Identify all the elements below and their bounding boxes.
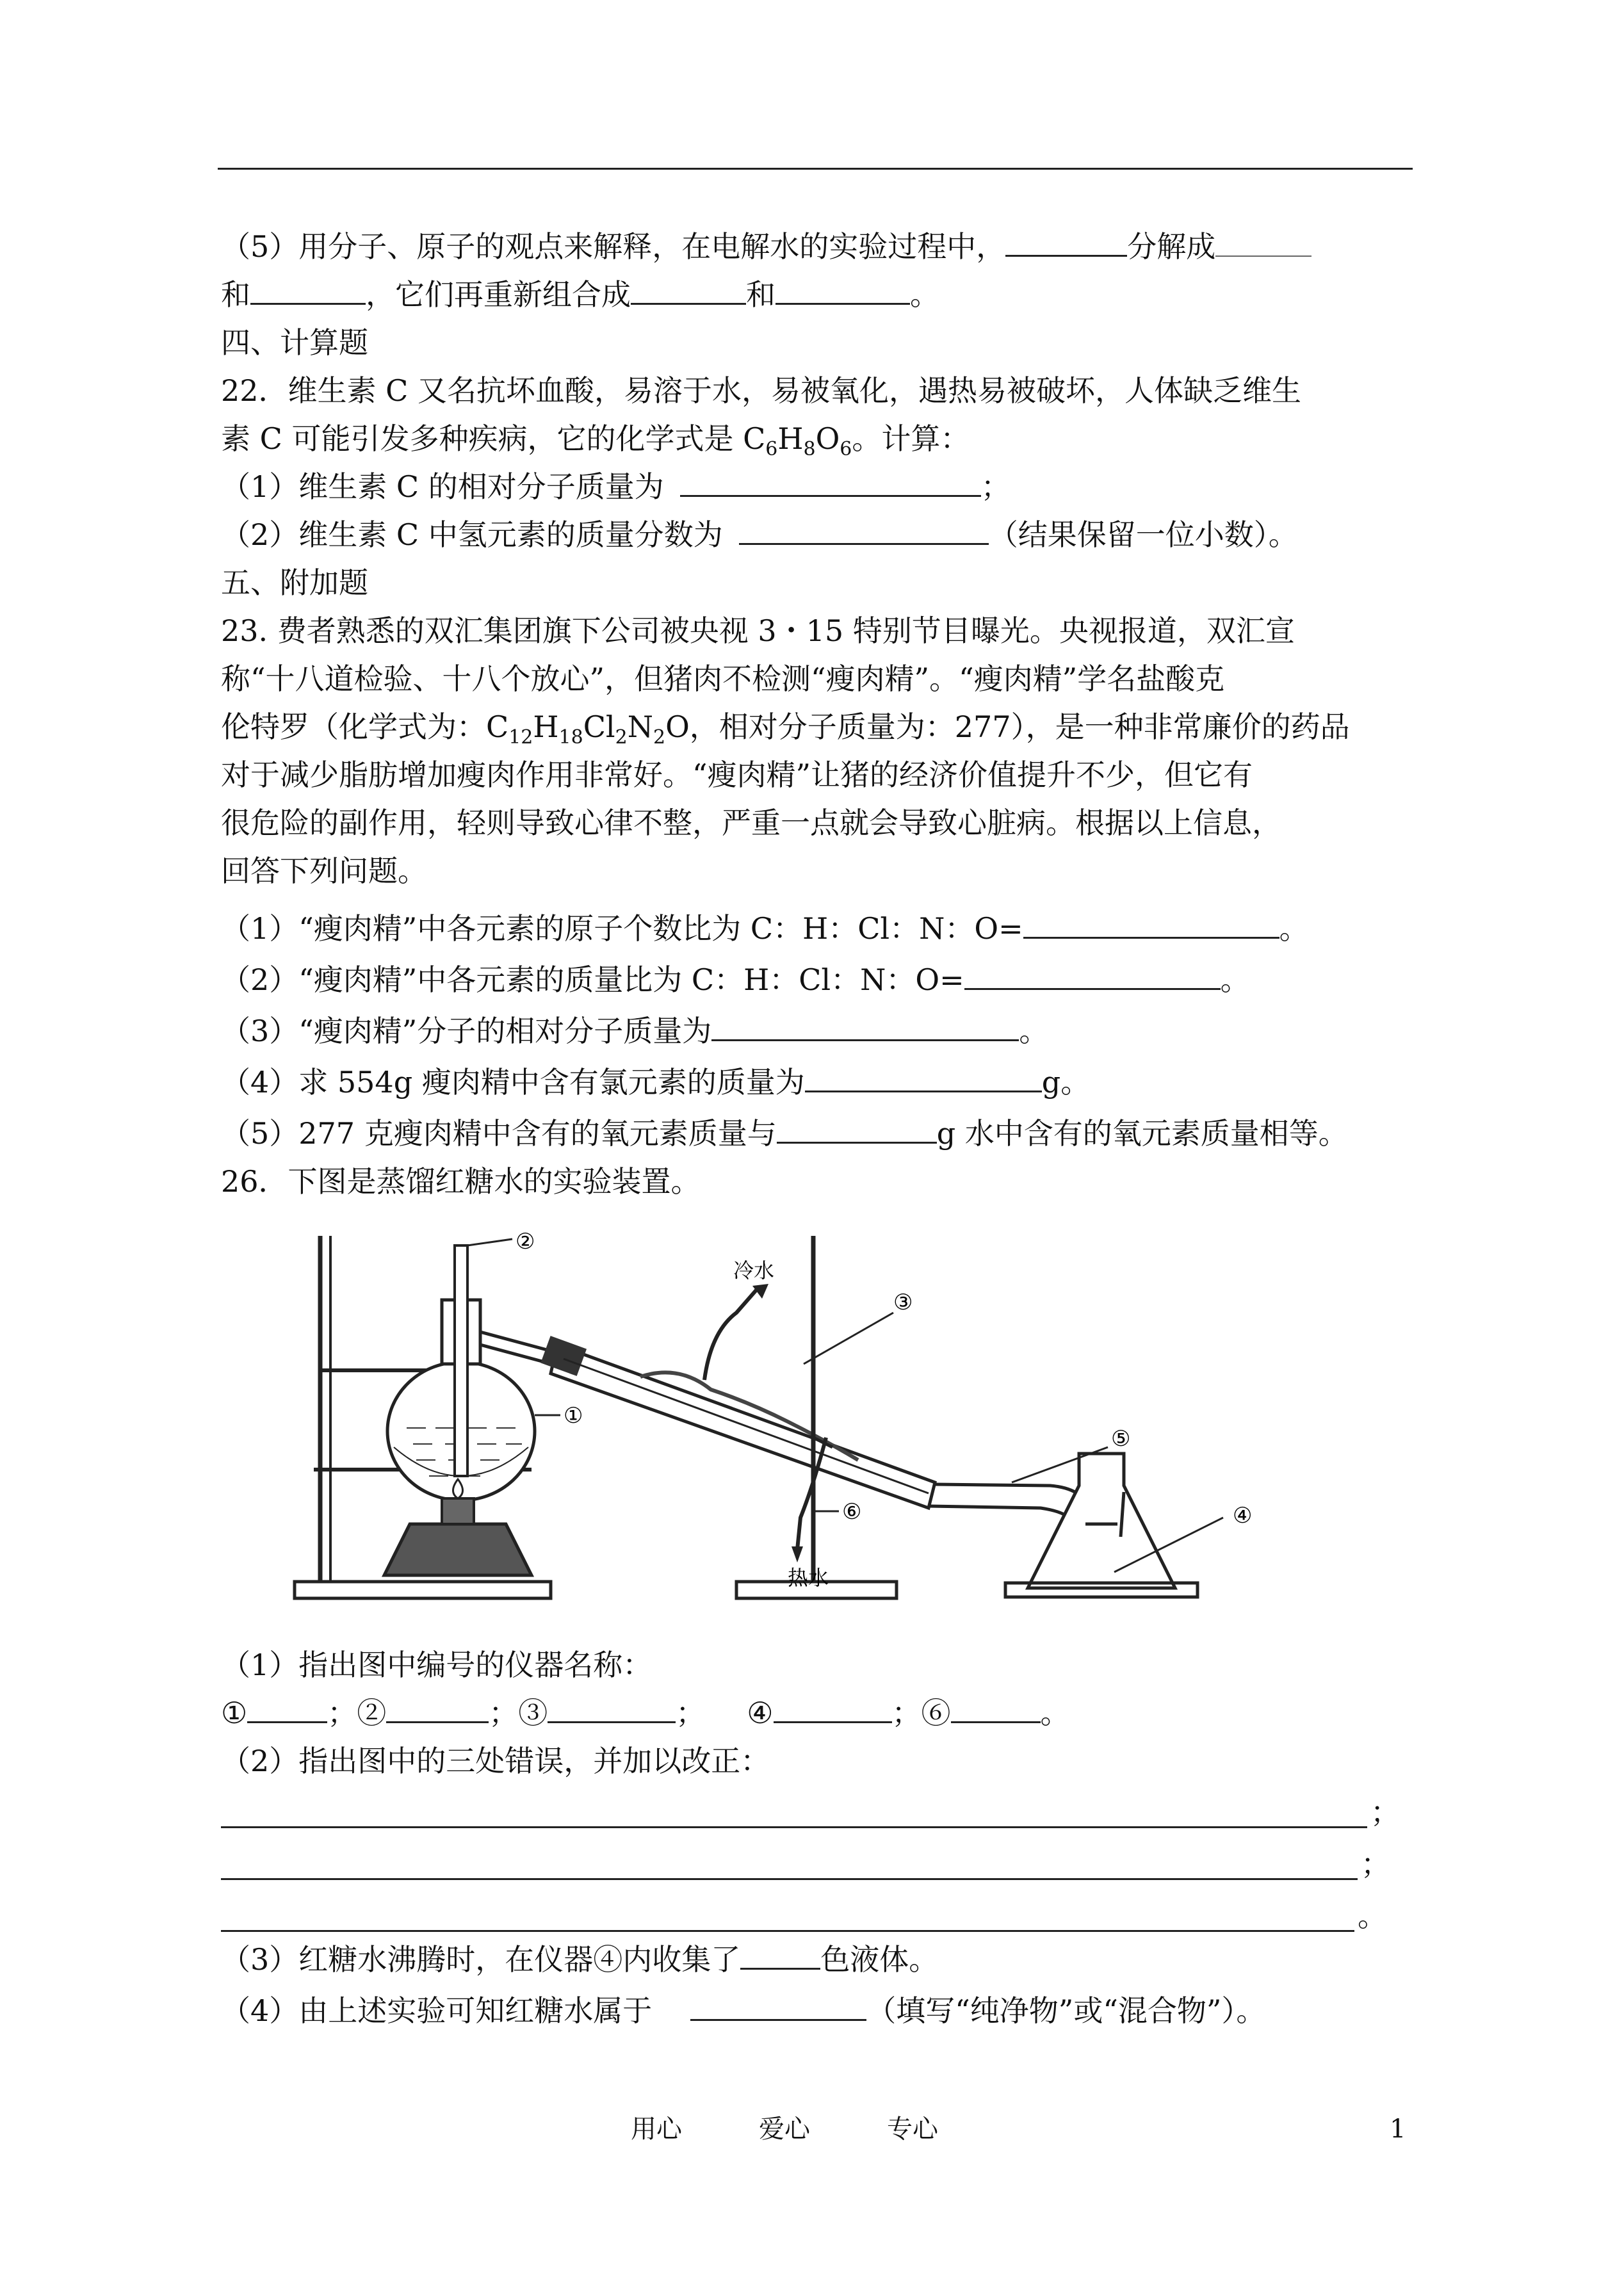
q23-line3: 伦特罗（化学式为：$C_{12}H_{18}Cl_2N_2O$，相对分子质量为：277），是一种非常廉价的药品 <box>221 710 1350 749</box>
q22-line2: 素 C 可能引发多种疾病，它的化学式是 $C_6H_8O_6$。计算： <box>221 421 970 461</box>
section-title-bonus: 五、附加题 <box>221 565 368 600</box>
answer-blank[interactable] <box>1023 911 1279 939</box>
label-1: ① <box>564 1403 583 1429</box>
q23-sub5: （5）277 克瘦肉精中含有的氧元素质量与 g 水中含有的氧元素质量相等。 <box>221 1116 1348 1151</box>
label-hot-water: 热水 <box>788 1566 829 1590</box>
q23-line5: 很危险的副作用，轻则导致心律不整，严重一点就会导致心脏病。根据以上信息， <box>221 806 1281 840</box>
footer-slogan-1: 用心 <box>631 2114 682 2144</box>
answer-blank[interactable] <box>740 1942 820 1970</box>
error-answer-line-3[interactable] <box>221 1930 1354 1932</box>
page-number: 1 <box>1390 2114 1406 2144</box>
q26-sub3: （3）红糖水沸腾时，在仪器④内收集了 色液体。 <box>221 1942 939 1977</box>
answer-blank[interactable] <box>631 277 746 305</box>
q23-line1: 23. 费者熟悉的双汇集团旗下公司被央视 3・15 特别节目曝光。央视报道，双汇宣 <box>221 613 1295 648</box>
answer-blank[interactable] <box>951 1696 1041 1723</box>
q23-line4: 对于减少脂肪增加瘦肉作用非常好。“瘦肉精”让猪的经济价值提升不少，但它有 <box>221 758 1253 792</box>
answer-blank[interactable] <box>805 1065 1042 1092</box>
answer-blank[interactable] <box>548 1696 676 1723</box>
q23-sub4: （4）求 554g 瘦肉精中含有氯元素的质量为 g。 <box>221 1065 1091 1099</box>
q23-sub1: （1）“瘦肉精”中各元素的原子个数比为 C：H：Cl：N：O= 。 <box>221 911 1309 946</box>
q26-blanks-line: ① ；② ；③ ； ④ ；⑥ 。 <box>221 1696 1070 1730</box>
answer-blank[interactable] <box>739 517 989 545</box>
q26-sub2: （2）指出图中的三处错误，并加以改正： <box>221 1744 770 1778</box>
q26-sub1: （1）指出图中编号的仪器名称： <box>221 1648 653 1682</box>
q21-5-line1: （5）用分子、原子的观点来解释，在电解水的实验过程中， 分解成 <box>221 227 1311 266</box>
error-answer-line-1[interactable] <box>221 1826 1367 1828</box>
answer-blank[interactable] <box>680 469 981 497</box>
answer-blank[interactable] <box>690 1993 866 2021</box>
q23-sub3: （3）“瘦肉精”分子的相对分子质量为 。 <box>221 1014 1049 1048</box>
q26-intro: 26．下图是蒸馏红糖水的实验装置。 <box>221 1164 701 1199</box>
footer-slogan-2: 爱心 <box>759 2114 810 2144</box>
q22-sub1: （1）维生素 C 的相对分子质量为 ； <box>221 469 1011 504</box>
q23-sub2: （2）“瘦肉精”中各元素的质量比为 C：H：Cl：N：O= 。 <box>221 962 1250 997</box>
answer-blank[interactable] <box>1215 230 1311 257</box>
header-rule <box>218 168 1413 170</box>
footer-slogan-3: 专心 <box>887 2114 938 2144</box>
answer-blank[interactable] <box>774 1696 892 1723</box>
error-answer-line-2[interactable] <box>221 1878 1358 1880</box>
answer-blank[interactable] <box>711 1014 1019 1041</box>
q26-sub4: （4）由上述实验可知红糖水属于 （填写“纯净物”或“混合物”）。 <box>221 1993 1266 2028</box>
label-4: ④ <box>1233 1503 1253 1529</box>
answer-blank[interactable] <box>247 1696 327 1723</box>
q23-line6: 回答下列问题。 <box>221 854 427 888</box>
q21-5-line2: 和 ，它们再重新组合成 和 。 <box>221 277 939 312</box>
q22-sub2: （2）维生素 C 中氢元素的质量分数为 （结果保留一位小数）。 <box>221 517 1298 552</box>
q23-line2: 称“十八道检验、十八个放心”，但猪肉不检测“瘦肉精”。“瘦肉精”学名盐酸克 <box>221 661 1225 696</box>
answer-blank[interactable] <box>964 962 1221 990</box>
answer-blank[interactable] <box>386 1696 489 1723</box>
worksheet-page: （5）用分子、原子的观点来解释，在电解水的实验过程中， 分解成 和 ，它们再重新组合成 和 。 四、计算题 22．维生素 C 又名抗坏血酸，易溶于水，易被氧化，遇热易被破坏，人体缺乏维生 素 C 可能引发多种疾病，它的化学式是 $C_6H_8O_6$。计算： （1）维生素 C 的相对分子质量为 ； （2）维生素 C 中氢元素的质量分数为 （结果保留一位小数）。 五、附加题 23. 费者熟悉的双汇集团旗下公司被央视 3・15 特别节目曝光。央视报道，双汇宣 称“十八道检验、十八个放心”，但猪肉不检测“瘦肉精”。“瘦肉精”学名盐酸克 伦特罗（化学式为：$C_{12}H_{18}Cl_2N_2O$，相对分子质量为：277），是一种非常廉价的药品 对于减少脂肪增加瘦肉作用非常好。“瘦肉精”让猪的经济价值提升不少，但它有 很危险的副作用，轻则导致心律不整，严重一点就会导致心脏病。根据以上信息， 回答下列问题。 （1）“瘦肉精”中各元素的原子个数比为 C：H：Cl：N：O= 。 （2）“瘦肉精”中各元素的质量比为 C：H：Cl：N：O= 。 （3）“瘦肉精”分子的相对分子质量为 。 （4）求 554g 瘦肉精中含有氯元素的质量为 g。 （5）277 克瘦肉精中含有的氧元素质量与 g 水中含有的氧元素质量相等。 26．下图是蒸馏红糖水的实验装置。 ① ② ③ ④ ⑤ ⑥ 冷水 热水 （1）指出图中编号的仪器名称： ① ；② ；③ ； ④ ；⑥ 。 （2）指出图中的三处错误，并加以改正： ； ； 。 （3）红糖水沸腾时，在仪器④内收集了 色液体。 （4）由上述实验可知红糖水属于 （填写“纯净物”或“混合物”）。 用心 爱心 专心 1 <box>0 0 1624 2295</box>
answer-blank[interactable] <box>775 277 910 305</box>
section-title-calculation: 四、计算题 <box>221 325 368 360</box>
label-5: ⑤ <box>1111 1426 1131 1452</box>
label-3: ③ <box>893 1290 913 1315</box>
distillation-apparatus-figure <box>263 1217 1326 1614</box>
answer-blank[interactable] <box>1005 229 1127 257</box>
answer-blank[interactable] <box>250 277 366 305</box>
answer-blank[interactable] <box>777 1116 937 1144</box>
label-cold-water: 冷水 <box>733 1258 775 1283</box>
label-6: ⑥ <box>842 1499 862 1525</box>
label-2: ② <box>516 1229 535 1254</box>
q22-line1: 22．维生素 C 又名抗坏血酸，易溶于水，易被氧化，遇热易被破坏，人体缺乏维生 <box>221 373 1301 408</box>
